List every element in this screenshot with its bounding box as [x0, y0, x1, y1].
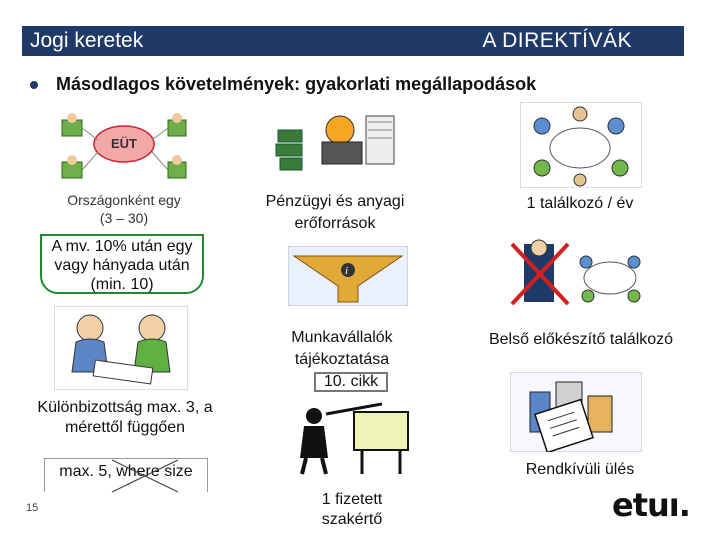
- prep-meeting-text: Belső előkészítő találkozó: [488, 331, 674, 348]
- bullet-row: [30, 74, 536, 95]
- resources-line-1: Pénzügyi és anyagi: [265, 193, 405, 210]
- article10-box: [314, 372, 388, 392]
- threshold-line-3: (min. 10): [90, 276, 154, 294]
- etui-logo: etuı.: [612, 486, 690, 524]
- eut-label: EÜT: [111, 136, 137, 151]
- prep-meeting-icon: [498, 238, 650, 310]
- header-left-title: Jogi keretek: [30, 29, 144, 52]
- eut-people-icon: [58, 112, 190, 194]
- committee-text-1: Különbizottság max. 3, a: [37, 399, 213, 416]
- expert-line-2: szakértő: [321, 511, 383, 528]
- info-line-2: tájékoztatása: [294, 351, 390, 368]
- article10-text: 10. cikk: [323, 373, 379, 390]
- funnel-info-icon: [288, 246, 408, 306]
- presenter-expert-icon: [286, 396, 418, 476]
- expert-line-1: 1 fizetett: [321, 491, 383, 508]
- info-line-1: Munkavállalók: [291, 329, 393, 346]
- bullet-text: Másodlagos követelmények: gyakorlati megállapodások: [56, 74, 537, 94]
- max5-text: max. 5, where size: [59, 463, 193, 480]
- per-country-text: Országonként egy: [67, 192, 181, 208]
- threshold-box: [40, 234, 204, 294]
- threshold-line-2: vagy hányada után: [54, 257, 190, 275]
- header-right-title: A DIREKTÍVÁK: [482, 29, 632, 52]
- annual-meeting-icon: [520, 102, 642, 188]
- svg-text:i: i: [345, 265, 349, 277]
- bullet-dot-icon: [30, 81, 38, 89]
- extraordinary-meeting-icon: [510, 372, 642, 452]
- committee-text-2: mérettől függően: [64, 419, 186, 436]
- annual-meeting-text: 1 találkozó / év: [526, 195, 634, 212]
- resources-line-2: erőforrások: [294, 215, 376, 232]
- range-text: (3 – 30): [99, 210, 149, 226]
- strike-x-icon: [110, 458, 180, 494]
- extraordinary-text: Rendkívüli ülés: [525, 461, 635, 478]
- threshold-line-1: A mv. 10% után egy: [51, 238, 193, 255]
- money-resources-icon: [272, 108, 400, 178]
- page-number: 15: [26, 502, 39, 514]
- header-bar: [22, 26, 684, 56]
- meeting-people-icon: [54, 306, 188, 390]
